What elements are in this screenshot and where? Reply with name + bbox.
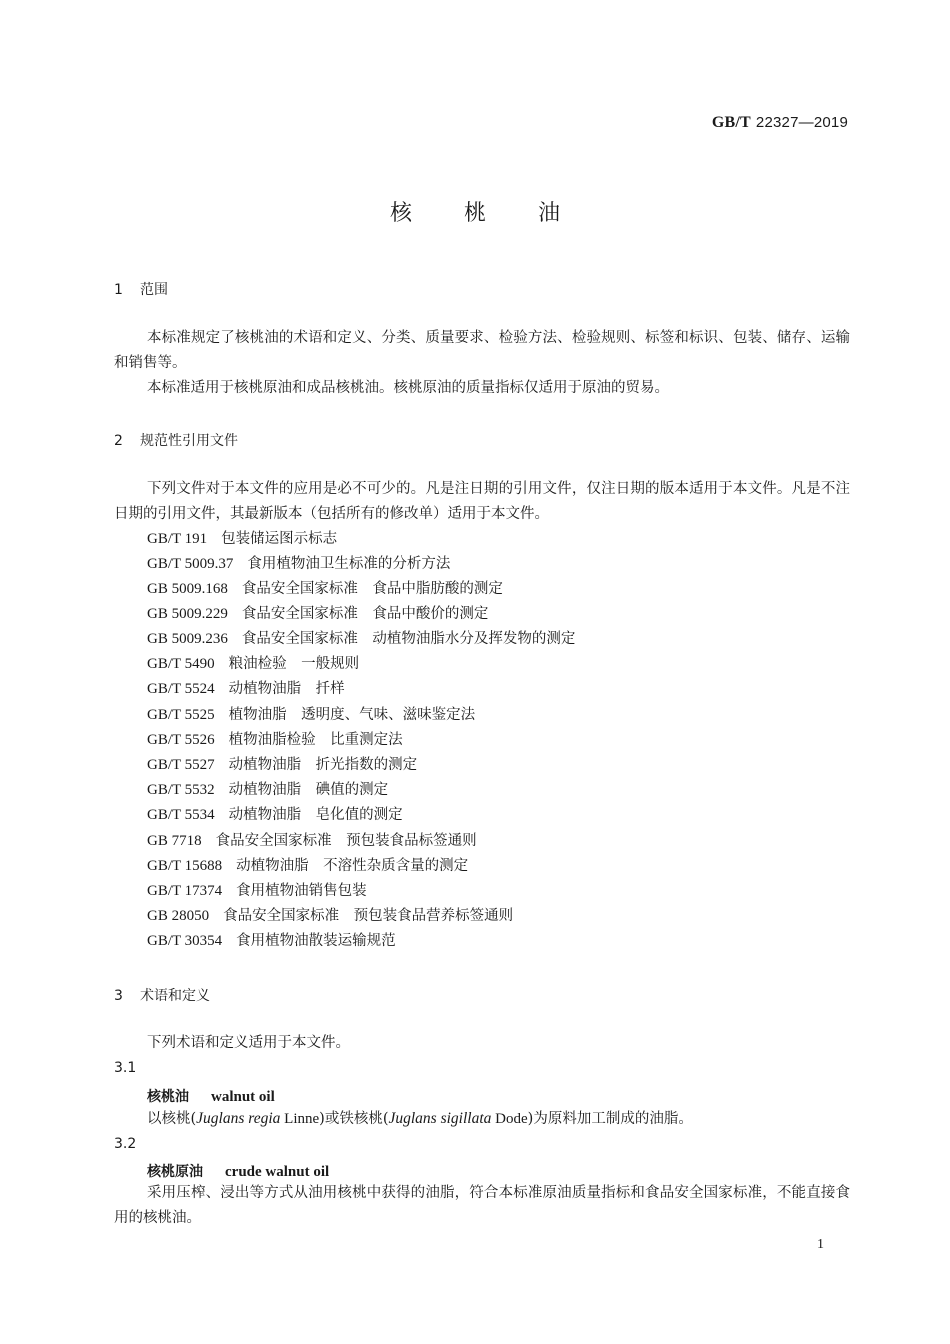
term-en: walnut oil — [211, 1089, 275, 1105]
term-zh: 核桃油 — [147, 1089, 189, 1105]
latin-name: Juglans regia — [196, 1110, 281, 1127]
reference-item — [147, 879, 367, 904]
reference-code: GB/T 5526 — [147, 732, 215, 748]
reference-item — [147, 703, 475, 728]
reference-code: GB/T 30354 — [147, 933, 223, 949]
reference-code: GB 5009.168 — [147, 581, 228, 597]
term-number: 3.1 — [114, 1060, 137, 1076]
reference-code: GB/T 5009.37 — [147, 556, 234, 572]
reference-title: 食品安全国家标准 预包装食品营养标签通则 — [223, 908, 514, 924]
reference-item — [147, 829, 477, 854]
reference-title: 食品安全国家标准 食品中脂肪酸的测定 — [241, 581, 503, 597]
reference-code: GB 7718 — [147, 833, 202, 849]
reference-title: 动植物油脂 皂化值的测定 — [228, 807, 403, 823]
reference-title: 包装储运图示标志 — [221, 531, 338, 547]
reference-item — [147, 803, 403, 828]
term-definition: 采用压榨、浸出等方式从油用核桃中获得的油脂，符合本标准原油质量指标和食品安全国家标准，不能直接食用的核桃油。 — [114, 1185, 850, 1226]
references-intro: 下列文件对于本文件的应用是必不可少的。凡是注日期的引用文件，仅注日期的版本适用于本文件。凡是不注日期的引用文件，其最新版本（包括所有的修改单）适用于本文件。 — [114, 481, 850, 522]
reference-title: 动植物油脂 碘值的测定 — [228, 782, 389, 798]
reference-code: GB 5009.236 — [147, 631, 228, 647]
section-title: 范围 — [140, 282, 168, 298]
reference-title: 粮油检验 一般规则 — [228, 656, 360, 672]
section-number: 3 — [114, 988, 123, 1004]
reference-item — [147, 929, 396, 954]
terms-intro: 下列术语和定义适用于本文件。 — [147, 1035, 350, 1051]
standard-code — [712, 113, 848, 132]
reference-code: GB/T 5534 — [147, 807, 215, 823]
section-2-heading — [114, 430, 238, 450]
term-en: crude walnut oil — [225, 1164, 330, 1180]
page-number: 1 — [817, 1237, 824, 1252]
scope-paragraph-2: 本标准适用于核桃原油和成品核桃油。核桃原油的质量指标仅适用于原油的贸易。 — [147, 380, 669, 396]
section-3-heading — [114, 985, 210, 1005]
definition-text: )为原料加工制成的油脂。 — [527, 1111, 693, 1127]
reference-item — [147, 854, 468, 879]
reference-code: GB/T 5532 — [147, 782, 215, 798]
reference-item — [147, 677, 345, 702]
term-heading — [147, 1161, 329, 1181]
reference-code: GB/T 5527 — [147, 757, 215, 773]
reference-item — [147, 753, 417, 778]
reference-code: GB/T 17374 — [147, 883, 223, 899]
reference-item — [147, 602, 488, 627]
authority: Linne — [280, 1111, 320, 1127]
reference-item — [147, 904, 513, 929]
scope-paragraph-1: 本标准规定了核桃油的术语和定义、分类、质量要求、检验方法、检验规则、标签和标识、包装、储存、运输和销售等。 — [114, 330, 850, 371]
reference-title: 动植物油脂 折光指数的测定 — [228, 757, 418, 773]
authority: Dode — [491, 1111, 528, 1127]
latin-name: Juglans sigillata — [388, 1110, 492, 1127]
reference-code: GB 5009.229 — [147, 606, 228, 622]
reference-title: 食用植物油卫生标准的分析方法 — [247, 556, 451, 572]
reference-code: GB/T 15688 — [147, 858, 223, 874]
section-title: 术语和定义 — [140, 988, 210, 1004]
reference-title: 动植物油脂 不溶性杂质含量的测定 — [236, 858, 469, 874]
reference-code: GB/T 191 — [147, 531, 208, 547]
reference-code: GB/T 5524 — [147, 681, 215, 697]
reference-title: 食品安全国家标准 食品中酸价的测定 — [241, 606, 489, 622]
definition-text: 以核桃( — [147, 1111, 197, 1127]
reference-item — [147, 728, 403, 753]
standard-number: 22327—2019 — [755, 114, 848, 131]
reference-title: 食品安全国家标准 预包装食品标签通则 — [215, 833, 477, 849]
section-number: 1 — [114, 282, 123, 298]
reference-title: 动植物油脂 扦样 — [228, 681, 345, 697]
term-number: 3.2 — [114, 1136, 137, 1152]
standard-prefix: GB/T — [711, 114, 751, 131]
definition-text: )或铁核桃( — [319, 1111, 389, 1127]
reference-title: 食用植物油销售包装 — [236, 883, 367, 899]
reference-item — [147, 552, 450, 577]
reference-item — [147, 627, 575, 652]
reference-title: 植物油脂 透明度、气味、滋味鉴定法 — [228, 707, 476, 723]
section-title: 规范性引用文件 — [140, 433, 238, 449]
document-title: 核桃油 — [389, 201, 612, 226]
reference-item — [147, 778, 388, 803]
term-definition — [147, 1106, 693, 1132]
reference-title: 食用植物油散装运输规范 — [236, 933, 396, 949]
reference-item — [147, 577, 503, 602]
section-number: 2 — [114, 433, 123, 449]
reference-title: 食品安全国家标准 动植物油脂水分及挥发物的测定 — [241, 631, 576, 647]
term-zh: 核桃原油 — [147, 1164, 203, 1180]
reference-item — [147, 652, 359, 677]
section-1-heading — [114, 279, 168, 299]
reference-item — [147, 527, 337, 552]
reference-code: GB/T 5525 — [147, 707, 215, 723]
term-heading — [147, 1086, 275, 1106]
reference-code: GB 28050 — [147, 908, 210, 924]
reference-code: GB/T 5490 — [147, 656, 215, 672]
reference-title: 植物油脂检验 比重测定法 — [228, 732, 403, 748]
